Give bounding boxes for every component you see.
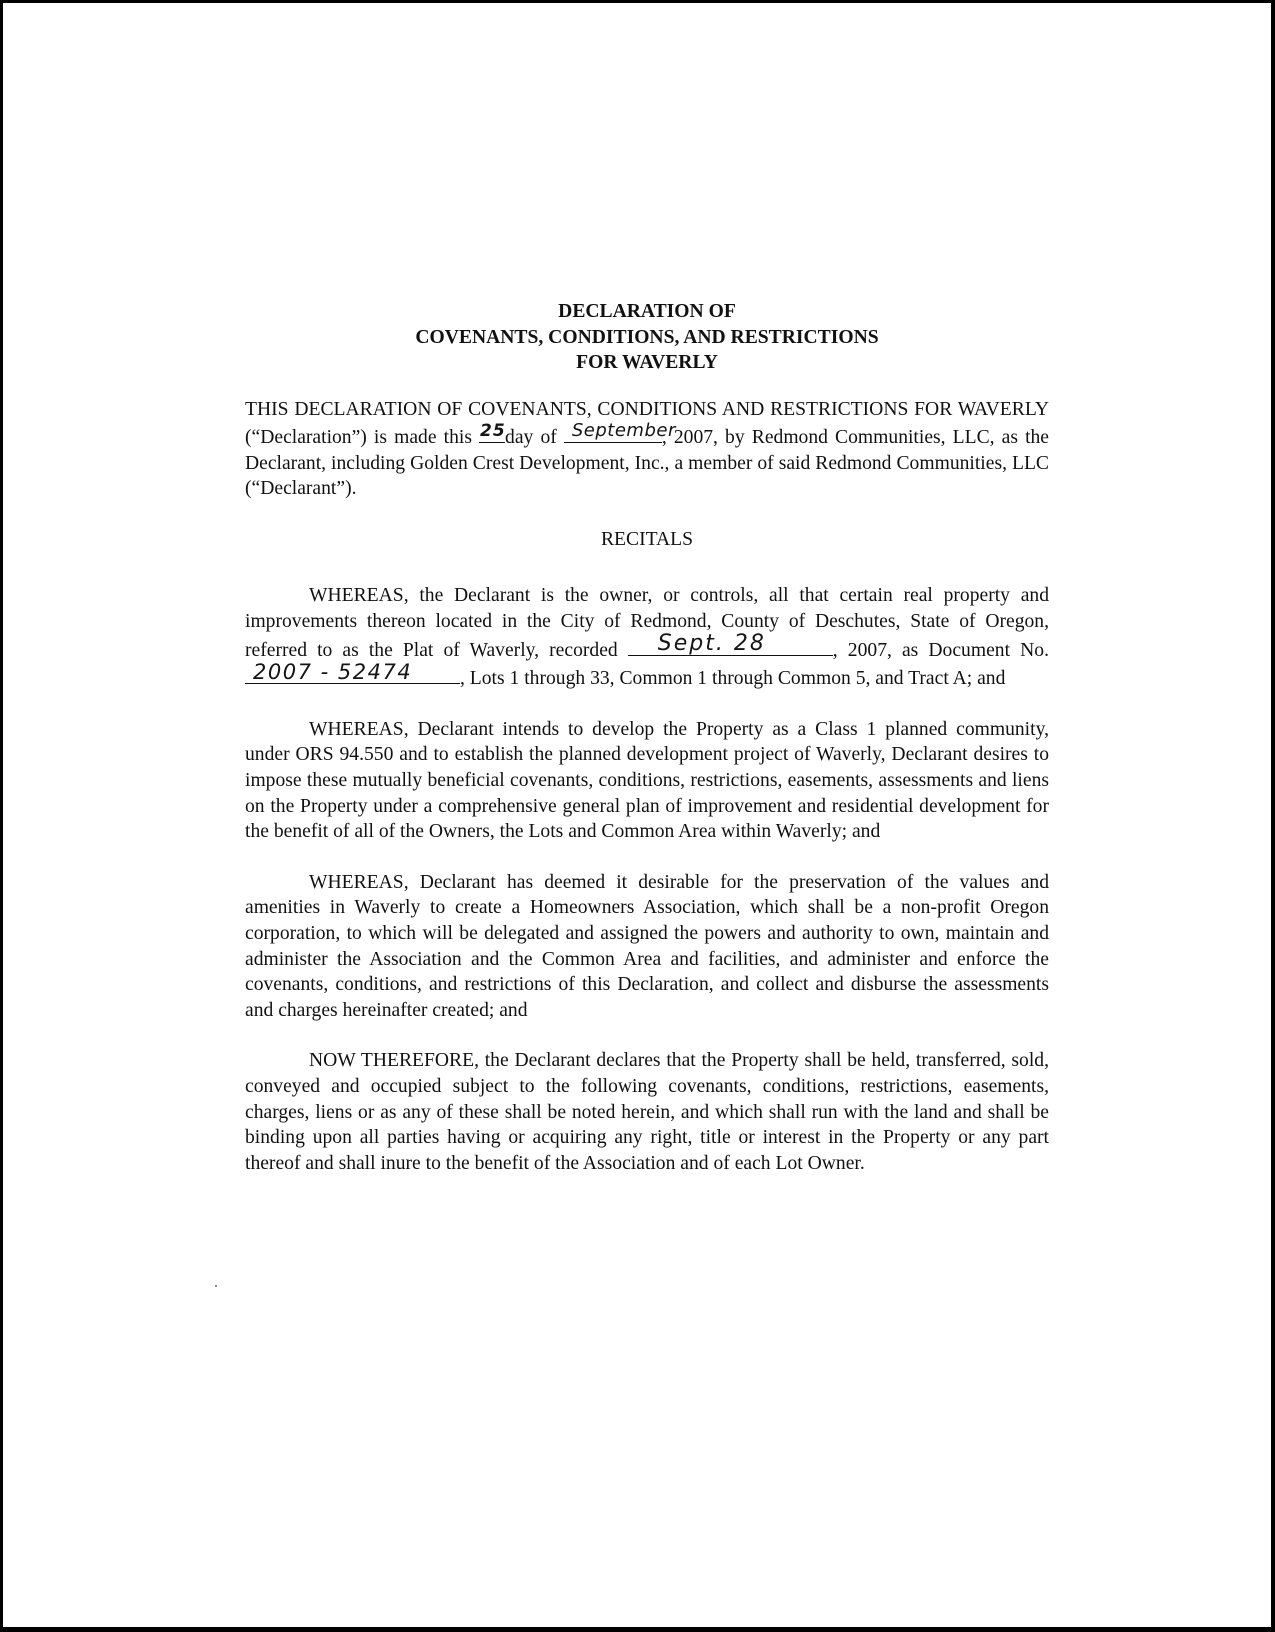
document-body <box>245 299 1049 1176</box>
intro-text-2: day of <box>505 427 564 449</box>
recorded-date-blank <box>628 630 833 656</box>
title-line-3: FOR WAVERLY <box>576 352 718 373</box>
document-number-blank <box>245 660 460 685</box>
recitals-heading: RECITALS <box>600 528 694 550</box>
handwritten-document-number: 2007 - 52474 <box>253 660 413 685</box>
now-therefore-paragraph: NOW THEREFORE, the Declarant declares that the Property shall be held, transferred, sold, conveyed and occupied subject to the following covenants, conditions, restrictions, easements, charges, liens or as any of these shall be noted herein, and which shall run with the land and shall be binding upon all parties having or acquiring any right, title or interest in the Property or any part thereof and shall inure to the benefit of the Association and of each Lot Owner. <box>245 1050 1049 1174</box>
handwritten-recorded-date: Sept. 28 <box>657 630 766 656</box>
handwritten-day: 25 <box>480 421 506 442</box>
title-line-2: COVENANTS, CONDITIONS, AND RESTRICTIONS <box>415 326 879 348</box>
month-blank <box>564 420 676 443</box>
whereas-paragraph-1 <box>245 583 1049 691</box>
p1-text-3: , Lots 1 through 33, Common 1 through Common 5, and Tract A; and <box>460 668 1006 690</box>
document-page <box>3 3 1271 1627</box>
p1-text-2: , 2007, as Document No. <box>832 639 1049 661</box>
intro-text-1: THIS DECLARATION OF COVENANTS, CONDITIONS AND RESTRICTIONS FOR WAVERLY (“Declaration”) is made this <box>245 398 1049 449</box>
intro-text-3: , 2007, by Redmond Communities, LLC, as the Declarant, including Golden Crest Development, Inc., a member of said Redmond Communities, LLC (“Declarant”). <box>245 427 1050 500</box>
whereas-paragraph-2: WHEREAS, Declarant intends to develop the Property as a Class 1 planned community, under ORS 94.550 and to establish the planned development project of Waverly, Declarant desires to impose these mutually beneficial covenants, conditions, restrictions, easements, assessments and liens on the Property under a comprehensive general plan of improvement and residential development for the benefit of all of the Owners, the Lots and Common Area within Waverly; and <box>245 718 1049 843</box>
day-blank <box>479 422 505 443</box>
scan-speck <box>215 1285 217 1287</box>
handwritten-month: September <box>571 420 676 442</box>
whereas-paragraph-3: WHEREAS, Declarant has deemed it desirable for the preservation of the values and amenities in Waverly to create a Homeowners Association, which shall be a non-profit Oregon corporation, to which will be delegated and assigned the powers and authority to own, maintain and administer the Association and the Common Area and facilities, and administer and enforce the covenants, conditions, and restrictions of this Declaration, and collect and disburse the assessments and charges hereinafter created; and <box>245 871 1049 1021</box>
p1-text-1: WHEREAS, the Declarant is the owner, or controls, all that certain real property and improvements thereon located in the City of Redmond, County of Deschutes, State of Oregon, referred to as the Plat of Waverly, recorded <box>245 585 1049 661</box>
intro-paragraph <box>245 397 1049 502</box>
title-line-1: DECLARATION OF <box>558 301 736 322</box>
document-title <box>245 299 1049 376</box>
